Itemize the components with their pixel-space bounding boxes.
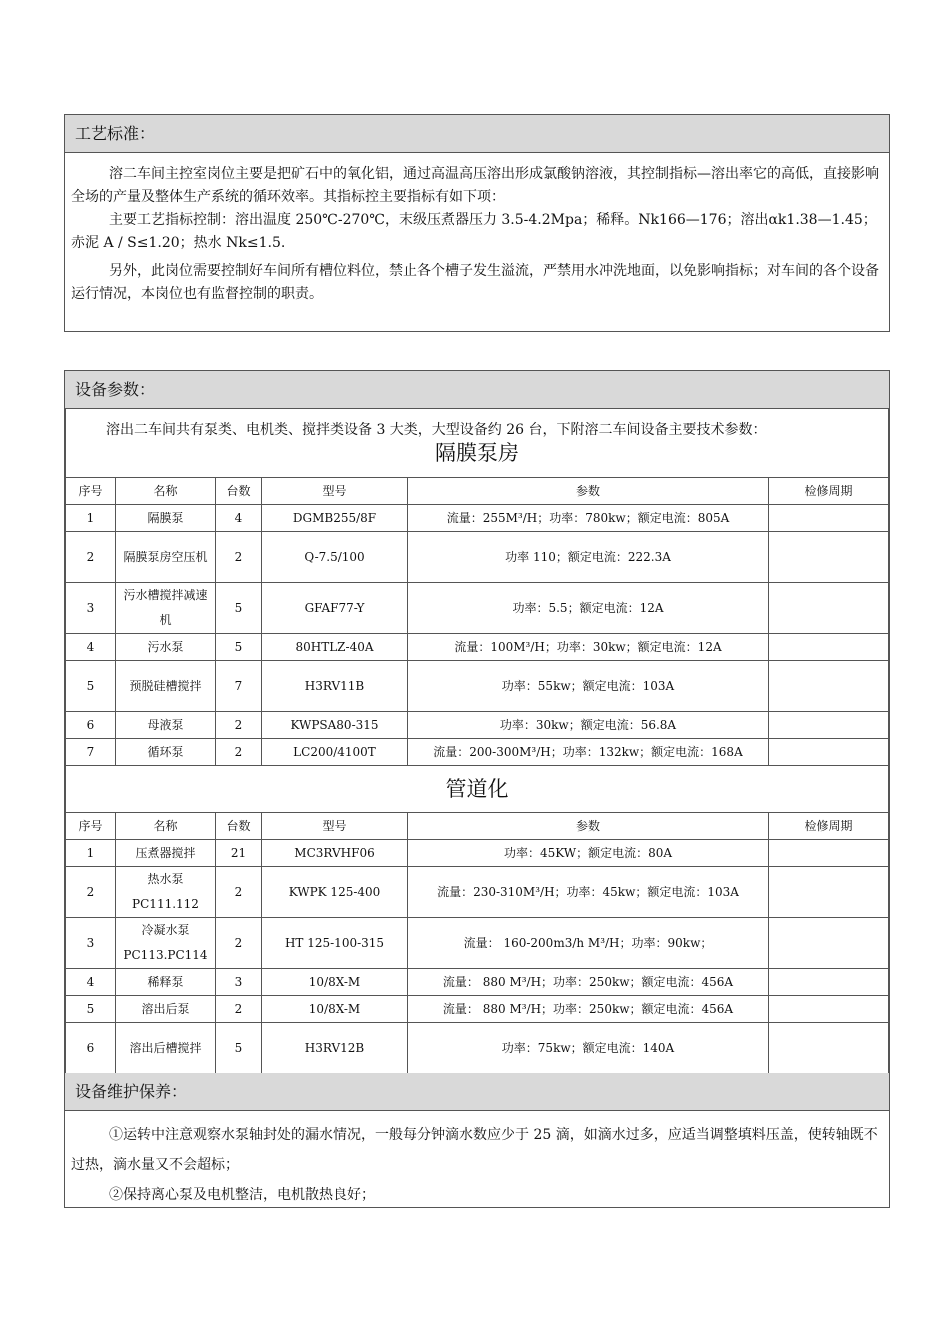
section-title: 设备维护保养： [65,1073,889,1111]
parameters: 流量： 880 M³/H；功率：250kw；额定电流：456A [408,969,769,996]
row-number: 2 [66,867,116,918]
maintenance-cycle [769,505,889,532]
equipment-name: 隔膜泵 [116,505,216,532]
equipment-name: 循环泵 [116,739,216,766]
table-row [66,634,889,661]
maintenance-cycle [769,532,889,583]
parameters: 流量： 880 M³/H；功率：250kw；额定电流：456A [408,996,769,1023]
equipment-name: 污水泵 [116,634,216,661]
equipment-name: 稀释泵 [116,969,216,996]
paragraph: 另外，此岗位需要控制好车间所有槽位料位，禁止各个槽子发生溢流，严禁用水冲洗地面，以免影响指标；对车间的各个设备运行情况，本岗位也有监督控制的职责。 [71,263,879,302]
quantity: 3 [216,969,262,996]
column-header: 名称 [116,813,216,840]
model-number: GFAF77-Y [262,583,408,634]
row-number: 7 [66,739,116,766]
section-body [65,1111,889,1210]
quantity: 5 [216,583,262,634]
column-header: 序号 [66,478,116,505]
table-row [66,583,889,634]
row-number: 3 [66,583,116,634]
section-body [65,153,889,306]
column-header: 检修周期 [769,813,889,840]
equipment-name: 母液泵 [116,712,216,739]
table-row [66,712,889,739]
column-header: 台数 [216,813,262,840]
column-header: 检修周期 [769,478,889,505]
maintenance-cycle [769,739,889,766]
model-number: 10/8X-M [262,969,408,996]
equipment-name: 冷凝水泵 PC113.PC114 [116,918,216,969]
table-row [66,840,889,867]
column-header: 型号 [262,478,408,505]
maintenance-cycle [769,969,889,996]
quantity: 2 [216,996,262,1023]
model-number: KWPK 125-400 [262,867,408,918]
equipment-name: 溶出后槽搅拌 [116,1023,216,1074]
maintenance-cycle [769,634,889,661]
parameters: 功率：75kw；额定电流：140A [408,1023,769,1074]
row-number: 4 [66,634,116,661]
parameters: 流量：200-300M³/H；功率：132kw；额定电流：168A [408,739,769,766]
quantity: 2 [216,739,262,766]
parameters: 流量： 160-200m3/h M³/H；功率：90kw； [408,918,769,969]
row-number: 1 [66,505,116,532]
parameters: 功率：30kw；额定电流：56.8A [408,712,769,739]
model-number: H3RV11B [262,661,408,712]
paragraph: ②保持离心泵及电机整洁，电机散热良好； [109,1187,375,1203]
column-header: 参数 [408,478,769,505]
section-title: 工艺标准： [65,115,889,153]
maintenance-cycle [769,583,889,634]
table-row [66,996,889,1023]
equipment-name: 溶出后泵 [116,996,216,1023]
table-header-row [66,813,889,840]
quantity: 2 [216,532,262,583]
parameters: 功率：5.5；额定电流：12A [408,583,769,634]
column-header: 参数 [408,813,769,840]
model-number: HT 125-100-315 [262,918,408,969]
maintenance-cycle [769,840,889,867]
equipment-name: 隔膜泵房空压机 [116,532,216,583]
table-header-row [66,478,889,505]
model-number: 10/8X-M [262,996,408,1023]
paragraph: 溶二车间主控室岗位主要是把矿石中的氧化铝，通过高温高压溶出形成氯酸钠溶液，其控制指标—溶出率它的高低，直接影响全场的产量及整体生产系统的循环效率。其指标控主要指标有如下项： [71,166,879,205]
row-number: 4 [66,969,116,996]
row-number: 6 [66,1023,116,1074]
equipment-section [64,370,890,1075]
maintenance-cycle [769,918,889,969]
column-header: 台数 [216,478,262,505]
parameters: 流量：100M³/H；功率：30kw；额定电流：12A [408,634,769,661]
maintenance-cycle [769,996,889,1023]
table-row [66,969,889,996]
parameters: 功率 110；额定电流：222.3A [408,532,769,583]
row-number: 6 [66,712,116,739]
equipment-table [65,409,889,1074]
maintenance-cycle [769,712,889,739]
quantity: 7 [216,661,262,712]
parameters: 功率：55kw；额定电流：103A [408,661,769,712]
row-number: 3 [66,918,116,969]
intro-text: 溶出二车间共有泵类、电机类、搅拌类设备 3 大类，大型设备约 26 台，下附溶二车间设备主要技术参数： [66,409,889,441]
quantity: 2 [216,712,262,739]
maintenance-cycle [769,867,889,918]
quantity: 5 [216,1023,262,1074]
column-header: 型号 [262,813,408,840]
paragraph: 主要工艺指标控制：溶出温度 250℃-270℃，末级压煮器压力 3.5-4.2Mpa；稀释。Nk166—176；溶出αk1.38—1.45；赤泥 A / S≤1.20；热水 Nk≤1.5. [71,212,877,251]
table-row [66,1023,889,1074]
model-number: 80HTLZ-40A [262,634,408,661]
row-number: 5 [66,661,116,712]
quantity: 4 [216,505,262,532]
maintenance-cycle [769,661,889,712]
column-header: 序号 [66,813,116,840]
quantity: 21 [216,840,262,867]
section-title: 设备参数： [65,371,889,409]
model-number: DGMB255/8F [262,505,408,532]
intro-row [66,409,889,441]
model-number: Q-7.5/100 [262,532,408,583]
table-row [66,867,889,918]
table-section-title: 隔膜泵房 [66,441,889,478]
table-row [66,532,889,583]
table-row [66,505,889,532]
maintenance-section [64,1073,890,1208]
column-header: 名称 [116,478,216,505]
equipment-name: 热水泵 PC111.112 [116,867,216,918]
table-section-title-row [66,766,889,813]
parameters: 流量：255M³/H；功率：780kw；额定电流：805A [408,505,769,532]
row-number: 1 [66,840,116,867]
equipment-name: 污水槽搅拌减速机 [116,583,216,634]
table-section-title: 管道化 [66,766,889,813]
parameters: 功率：45KW；额定电流：80A [408,840,769,867]
equipment-name: 压煮器搅拌 [116,840,216,867]
model-number: MC3RVHF06 [262,840,408,867]
quantity: 5 [216,634,262,661]
quantity: 2 [216,867,262,918]
model-number: KWPSA80-315 [262,712,408,739]
process-standard-section [64,114,890,332]
table-row [66,739,889,766]
table-row [66,661,889,712]
table-row [66,918,889,969]
model-number: H3RV12B [262,1023,408,1074]
maintenance-cycle [769,1023,889,1074]
row-number: 2 [66,532,116,583]
table-section-title-row [66,441,889,478]
row-number: 5 [66,996,116,1023]
model-number: LC200/4100T [262,739,408,766]
quantity: 2 [216,918,262,969]
parameters: 流量：230-310M³/H；功率：45kw；额定电流：103A [408,867,769,918]
equipment-name: 预脱硅槽搅拌 [116,661,216,712]
paragraph: ①运转中注意观察水泵轴封处的漏水情况，一般每分钟滴水数应少于 25 滴，如滴水过多，应适当调整填料压盖，使转轴既不过热，滴水量又不会超标； [71,1127,878,1173]
